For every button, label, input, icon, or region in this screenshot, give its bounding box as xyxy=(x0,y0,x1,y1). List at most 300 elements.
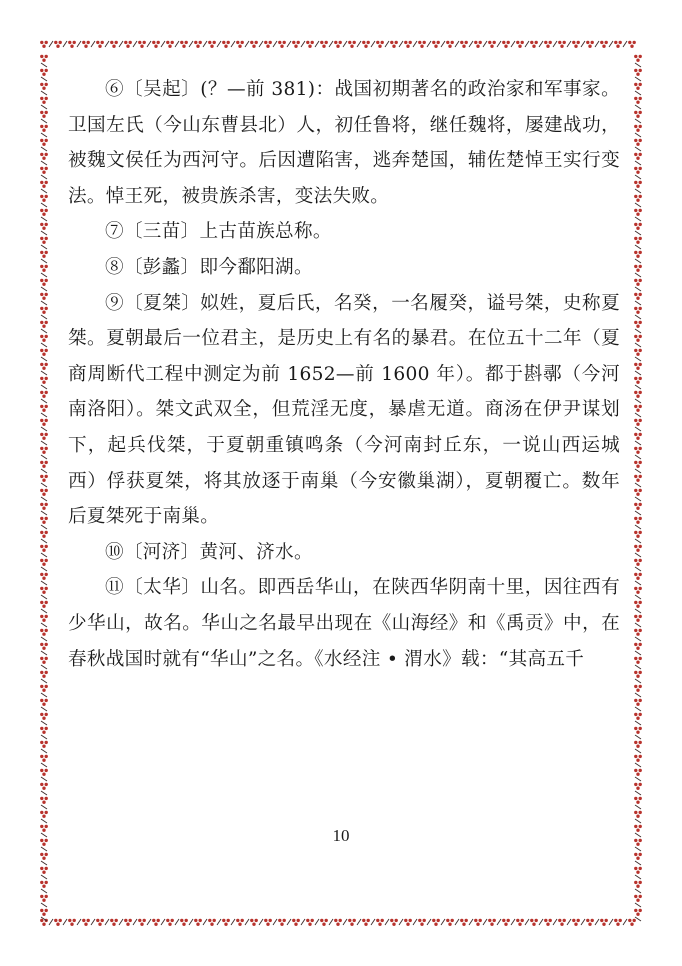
border-tick xyxy=(259,41,263,47)
border-tick xyxy=(41,847,47,851)
border-motif xyxy=(634,111,642,118)
border-motif xyxy=(600,919,608,926)
border-motif xyxy=(634,769,642,776)
border-tick xyxy=(41,77,47,81)
border-tick xyxy=(399,41,403,47)
border-tick xyxy=(245,919,249,925)
border-tick xyxy=(635,791,641,795)
border-tick xyxy=(497,919,501,925)
border-motif xyxy=(40,349,48,356)
border-motif xyxy=(40,55,48,62)
border-motif xyxy=(40,125,48,132)
border-motif xyxy=(586,41,594,48)
border-motif xyxy=(40,489,48,496)
border-tick xyxy=(635,217,641,221)
border-motif xyxy=(334,41,342,48)
border-motif xyxy=(634,811,642,818)
border-tick xyxy=(595,41,599,47)
border-tick xyxy=(635,469,641,473)
border-tick xyxy=(41,385,47,389)
border-tick xyxy=(635,161,641,165)
border-tick xyxy=(635,693,641,697)
border-motif xyxy=(544,41,552,48)
border-tick xyxy=(511,919,515,925)
border-tick xyxy=(343,41,347,47)
border-tick xyxy=(161,919,165,925)
border-motif xyxy=(40,727,48,734)
border-motif xyxy=(292,919,300,926)
border-tick xyxy=(635,357,641,361)
border-motif xyxy=(40,167,48,174)
border-tick xyxy=(635,441,641,445)
border-tick xyxy=(161,41,165,47)
border-tick xyxy=(41,469,47,473)
border-tick xyxy=(41,553,47,557)
border-motif xyxy=(40,391,48,398)
border-tick xyxy=(41,203,47,207)
border-motif xyxy=(634,657,642,664)
border-motif xyxy=(166,919,174,926)
border-tick xyxy=(399,919,403,925)
note-xiajie: ⑨〔夏桀〕姒姓，夏后氏，名癸，一名履癸，谥号桀，史称夏桀。夏朝最后一位君主，是历史上有名的暴君。在位五十二年（夏商周断代工程中测定为前 1652—前 1600 年）。都于斟鄩（今河南洛阳）。桀文武双全，但荒淫无度，暴虐无道。商汤在伊尹谋划下，起兵伐桀，于夏朝重镇鸣条（今河南封丘东，一说山西运城西）俘获夏桀，将其放逐于南巢（今安徽巢湖），夏朝覆亡。数年后夏桀死于南巢。 xyxy=(68,292,620,528)
note-taihua: ⑪〔太华〕山名。即西岳华山，在陕西华阴南十里，因往西有少华山，故名。华山之名最早出现在《山海经》和《禹贡》中，在春秋战国时就有“华山”之名。《水经注 • 渭水》载：“其高五千 xyxy=(68,577,620,670)
border-tick xyxy=(41,749,47,753)
border-tick xyxy=(41,903,47,907)
note-heji: ⑩〔河济〕黄河、济水。 xyxy=(105,541,313,563)
border-tick xyxy=(245,41,249,47)
border-tick xyxy=(91,919,95,925)
border-motif xyxy=(40,601,48,608)
border-tick xyxy=(635,399,641,403)
border-motif xyxy=(634,531,642,538)
border-tick xyxy=(635,763,641,767)
border-motif xyxy=(432,41,440,48)
border-tick xyxy=(635,609,641,613)
border-motif xyxy=(634,335,642,342)
border-motif xyxy=(40,251,48,258)
border-motif xyxy=(634,601,642,608)
border-tick xyxy=(455,41,459,47)
border-tick xyxy=(635,427,641,431)
border-tick xyxy=(567,41,571,47)
border-tick xyxy=(41,231,47,235)
border-motif xyxy=(40,545,48,552)
border-motif xyxy=(110,919,118,926)
border-tick xyxy=(635,889,641,893)
border-motif xyxy=(634,727,642,734)
border-motif xyxy=(634,139,642,146)
border-tick xyxy=(41,791,47,795)
border-motif xyxy=(40,237,48,244)
border-motif xyxy=(40,377,48,384)
border-tick xyxy=(635,721,641,725)
border-motif xyxy=(68,919,76,926)
border-tick xyxy=(635,203,641,207)
border-motif xyxy=(502,919,510,926)
border-motif xyxy=(634,699,642,706)
border-motif xyxy=(40,405,48,412)
border-motif xyxy=(138,41,146,48)
border-motif xyxy=(40,41,48,48)
border-tick xyxy=(635,819,641,823)
border-motif xyxy=(634,405,642,412)
border-motif xyxy=(634,321,642,328)
border-motif xyxy=(634,475,642,482)
border-motif xyxy=(418,919,426,926)
border-motif xyxy=(376,919,384,926)
border-tick xyxy=(231,41,235,47)
border-motif xyxy=(530,41,538,48)
border-motif xyxy=(40,919,48,926)
border-motif xyxy=(40,265,48,272)
border-motif xyxy=(40,671,48,678)
border-motif xyxy=(40,83,48,90)
border-motif xyxy=(634,307,642,314)
border-motif xyxy=(264,41,272,48)
border-motif xyxy=(194,41,202,48)
border-tick xyxy=(41,623,47,627)
border-tick xyxy=(635,119,641,123)
border-tick xyxy=(635,497,641,501)
border-motif xyxy=(634,265,642,272)
border-tick xyxy=(41,651,47,655)
border-tick xyxy=(41,189,47,193)
border-tick xyxy=(41,693,47,697)
border-tick xyxy=(635,483,641,487)
border-motif xyxy=(40,811,48,818)
border-motif xyxy=(614,919,622,926)
border-tick xyxy=(635,133,641,137)
border-motif xyxy=(634,573,642,580)
border-motif xyxy=(40,531,48,538)
border-motif xyxy=(40,559,48,566)
border-tick xyxy=(539,41,543,47)
border-motif xyxy=(530,919,538,926)
border-tick xyxy=(343,919,347,925)
border-motif xyxy=(40,279,48,286)
border-tick xyxy=(635,861,641,865)
border-tick xyxy=(635,63,641,67)
border-motif xyxy=(614,41,622,48)
border-tick xyxy=(41,427,47,431)
border-tick xyxy=(635,805,641,809)
border-motif xyxy=(474,41,482,48)
border-motif xyxy=(278,41,286,48)
border-motif xyxy=(558,41,566,48)
border-tick xyxy=(635,777,641,781)
note-pengli: ⑧〔彭蠡〕即今鄱阳湖。 xyxy=(105,256,313,278)
border-tick xyxy=(41,763,47,767)
border-motif xyxy=(634,559,642,566)
border-tick xyxy=(41,259,47,263)
border-motif xyxy=(634,517,642,524)
border-motif xyxy=(40,685,48,692)
note-sanmiao: ⑦〔三苗〕上古苗族总称。 xyxy=(105,221,332,243)
border-motif xyxy=(40,111,48,118)
border-tick xyxy=(635,189,641,193)
border-motif xyxy=(634,587,642,594)
border-tick xyxy=(385,919,389,925)
border-motif xyxy=(152,919,160,926)
border-tick xyxy=(63,41,67,47)
border-motif xyxy=(634,251,642,258)
border-motif xyxy=(250,919,258,926)
border-motif xyxy=(306,41,314,48)
border-tick xyxy=(469,919,473,925)
border-motif xyxy=(152,41,160,48)
border-motif xyxy=(222,41,230,48)
border-tick xyxy=(623,41,627,47)
border-tick xyxy=(441,41,445,47)
border-tick xyxy=(41,245,47,249)
border-tick xyxy=(203,919,207,925)
border-tick xyxy=(41,567,47,571)
border-tick xyxy=(41,119,47,123)
border-tick xyxy=(41,175,47,179)
border-motif xyxy=(376,41,384,48)
border-tick xyxy=(41,301,47,305)
border-tick xyxy=(41,581,47,585)
border-motif xyxy=(634,685,642,692)
note-wuqi: ⑥〔吴起〕(？—前 381)：战国初期著名的政治家和军事家。卫国左氏（今山东曹县北）人，初任鲁将，继任魏将，屡建战功，被魏文侯任为西河守。后因遭陷害，逃奔楚国，辅佐楚悼王实行变法。悼王死，被贵族杀害，变法失败。 xyxy=(68,79,620,207)
border-tick xyxy=(357,919,361,925)
border-tick xyxy=(635,665,641,669)
border-motif xyxy=(446,41,454,48)
border-tick xyxy=(497,41,501,47)
border-motif xyxy=(40,363,48,370)
border-tick xyxy=(41,273,47,277)
border-motif xyxy=(558,919,566,926)
page-number: 10 xyxy=(332,826,350,845)
border-tick xyxy=(41,217,47,221)
border-tick xyxy=(41,329,47,333)
border-tick xyxy=(203,41,207,47)
border-tick xyxy=(427,41,431,47)
border-motif xyxy=(124,41,132,48)
border-tick xyxy=(635,245,641,249)
border-tick xyxy=(301,41,305,47)
border-motif xyxy=(40,139,48,146)
border-motif xyxy=(634,209,642,216)
border-motif xyxy=(634,895,642,902)
border-motif xyxy=(634,153,642,160)
border-tick xyxy=(41,147,47,151)
border-motif xyxy=(634,55,642,62)
border-tick xyxy=(635,637,641,641)
border-motif xyxy=(40,307,48,314)
border-motif xyxy=(634,881,642,888)
border-tick xyxy=(49,41,53,47)
border-motif xyxy=(40,503,48,510)
border-motif xyxy=(634,615,642,622)
border-motif xyxy=(348,919,356,926)
border-tick xyxy=(483,919,487,925)
border-motif xyxy=(194,919,202,926)
border-motif xyxy=(110,41,118,48)
border-motif xyxy=(634,643,642,650)
border-motif xyxy=(516,919,524,926)
border-tick xyxy=(315,41,319,47)
border-motif xyxy=(40,461,48,468)
border-motif xyxy=(634,237,642,244)
border-motif xyxy=(634,125,642,132)
border-tick xyxy=(105,41,109,47)
border-motif xyxy=(54,41,62,48)
border-tick xyxy=(77,919,81,925)
border-tick xyxy=(91,41,95,47)
border-tick xyxy=(189,919,193,925)
border-tick xyxy=(133,41,137,47)
border-motif xyxy=(40,755,48,762)
border-tick xyxy=(63,919,67,925)
border-tick xyxy=(119,41,123,47)
border-motif xyxy=(634,167,642,174)
border-tick xyxy=(273,41,277,47)
border-tick xyxy=(635,287,641,291)
border-motif xyxy=(634,433,642,440)
border-tick xyxy=(635,329,641,333)
border-tick xyxy=(41,133,47,137)
border-motif xyxy=(40,153,48,160)
border-motif xyxy=(488,919,496,926)
border-tick xyxy=(49,919,53,925)
border-tick xyxy=(41,371,47,375)
border-tick xyxy=(483,41,487,47)
border-tick xyxy=(41,609,47,613)
border-tick xyxy=(413,41,417,47)
border-motif xyxy=(634,293,642,300)
border-tick xyxy=(41,357,47,361)
border-tick xyxy=(385,41,389,47)
border-tick xyxy=(287,41,291,47)
border-tick xyxy=(635,679,641,683)
border-motif xyxy=(348,41,356,48)
border-motif xyxy=(634,349,642,356)
border-motif xyxy=(634,867,642,874)
border-motif xyxy=(460,919,468,926)
border-tick xyxy=(41,91,47,95)
border-motif xyxy=(418,41,426,48)
border-motif xyxy=(222,919,230,926)
border-motif xyxy=(634,97,642,104)
border-motif xyxy=(586,919,594,926)
border-tick xyxy=(635,917,641,921)
border-motif xyxy=(40,797,48,804)
border-tick xyxy=(41,777,47,781)
border-tick xyxy=(635,735,641,739)
border-motif xyxy=(634,223,642,230)
border-motif xyxy=(40,867,48,874)
border-motif xyxy=(634,671,642,678)
border-motif xyxy=(600,41,608,48)
border-tick xyxy=(427,919,431,925)
border-motif xyxy=(40,615,48,622)
border-tick xyxy=(635,903,641,907)
border-tick xyxy=(635,77,641,81)
border-tick xyxy=(41,721,47,725)
border-motif xyxy=(634,377,642,384)
border-motif xyxy=(40,769,48,776)
border-motif xyxy=(208,41,216,48)
border-tick xyxy=(41,483,47,487)
border-tick xyxy=(635,567,641,571)
border-tick xyxy=(259,919,263,925)
border-tick xyxy=(41,819,47,823)
border-motif xyxy=(362,919,370,926)
border-tick xyxy=(635,553,641,557)
border-motif xyxy=(362,41,370,48)
border-motif xyxy=(40,853,48,860)
border-tick xyxy=(41,525,47,529)
border-motif xyxy=(634,797,642,804)
border-tick xyxy=(41,497,47,501)
border-motif xyxy=(390,919,398,926)
border-tick xyxy=(635,147,641,151)
border-motif xyxy=(40,195,48,202)
border-motif xyxy=(40,69,48,76)
border-motif xyxy=(236,41,244,48)
border-tick xyxy=(441,919,445,925)
border-tick xyxy=(635,343,641,347)
border-tick xyxy=(469,41,473,47)
border-tick xyxy=(41,161,47,165)
border-motif xyxy=(40,517,48,524)
border-tick xyxy=(511,41,515,47)
border-tick xyxy=(539,919,543,925)
border-tick xyxy=(635,175,641,179)
border-tick xyxy=(231,919,235,925)
border-motif xyxy=(40,629,48,636)
border-tick xyxy=(635,707,641,711)
border-tick xyxy=(609,919,613,925)
border-tick xyxy=(635,651,641,655)
border-tick xyxy=(635,259,641,263)
border-motif xyxy=(306,919,314,926)
border-tick xyxy=(635,623,641,627)
border-tick xyxy=(635,413,641,417)
border-motif xyxy=(208,919,216,926)
border-motif xyxy=(634,755,642,762)
border-tick xyxy=(41,105,47,109)
border-tick xyxy=(41,679,47,683)
border-motif xyxy=(124,919,132,926)
border-motif xyxy=(40,321,48,328)
border-tick xyxy=(635,301,641,305)
border-motif xyxy=(446,919,454,926)
border-motif xyxy=(474,919,482,926)
border-tick xyxy=(635,749,641,753)
border-motif xyxy=(96,919,104,926)
border-tick xyxy=(635,875,641,879)
border-tick xyxy=(41,455,47,459)
border-motif xyxy=(138,919,146,926)
border-motif xyxy=(572,919,580,926)
border-motif xyxy=(40,97,48,104)
border-motif xyxy=(634,195,642,202)
border-motif xyxy=(634,503,642,510)
border-tick xyxy=(41,637,47,641)
border-tick xyxy=(147,919,151,925)
border-tick xyxy=(635,539,641,543)
border-motif xyxy=(572,41,580,48)
border-motif xyxy=(432,919,440,926)
border-tick xyxy=(329,919,333,925)
border-tick xyxy=(635,385,641,389)
border-motif xyxy=(634,181,642,188)
border-tick xyxy=(635,371,641,375)
border-tick xyxy=(635,315,641,319)
border-motif xyxy=(634,545,642,552)
